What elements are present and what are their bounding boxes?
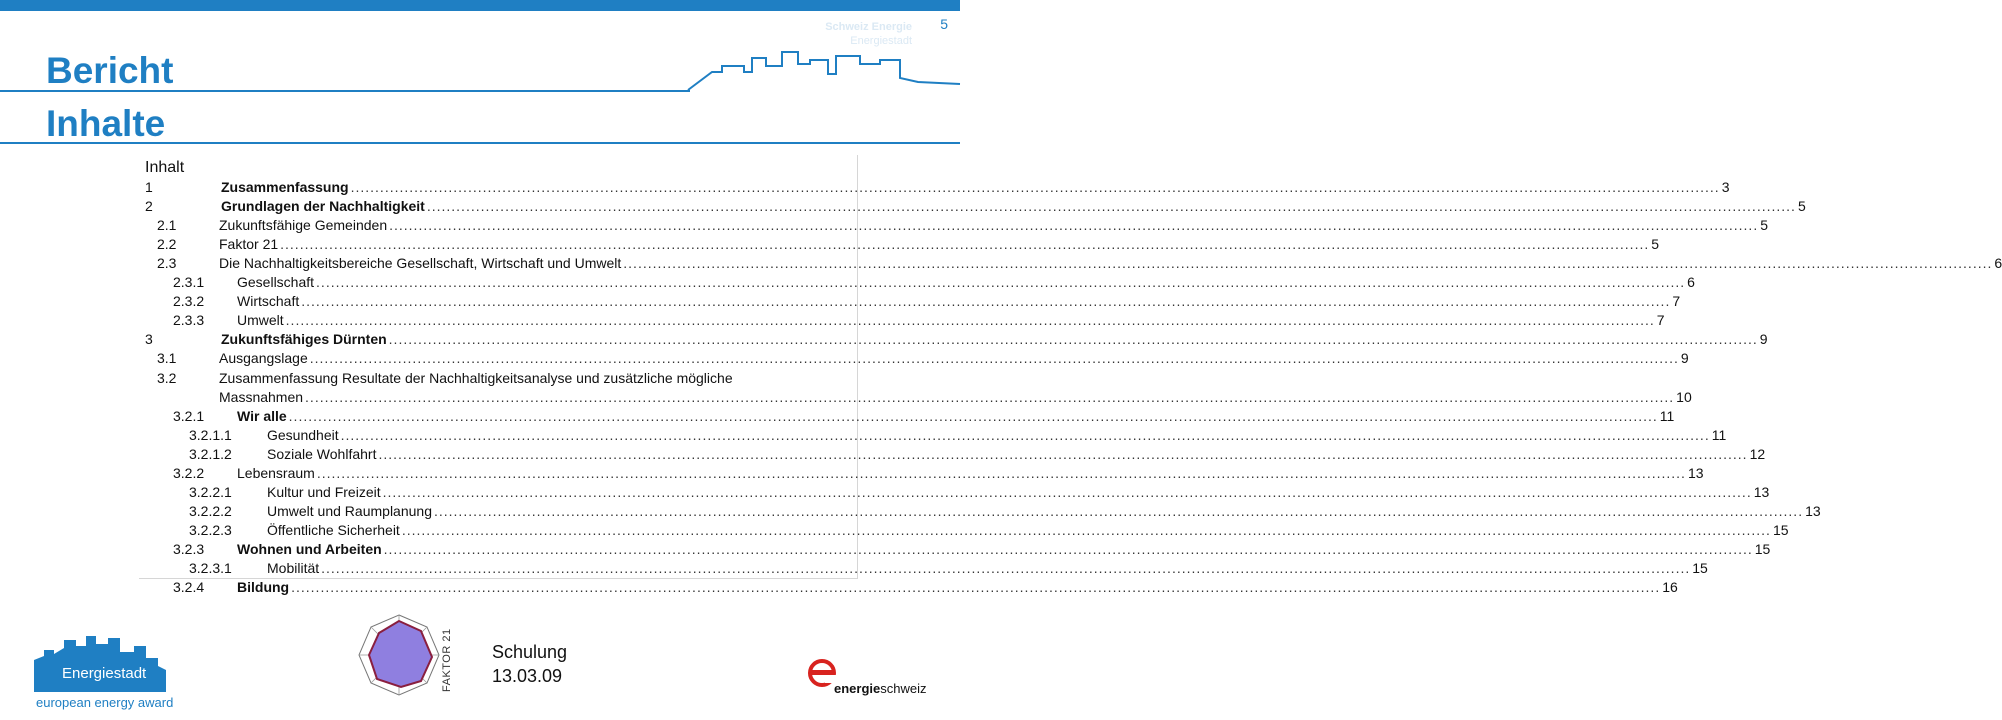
toc-entry-title: Zusammenfassung Resultate der Nachhaltigkeitsanalyse und zusätzliche mögliche — [219, 369, 733, 386]
toc-leader-dots — [291, 578, 1660, 596]
toc-entry-number: 3 — [145, 331, 153, 348]
toc-entry-title: Zusammenfassung — [221, 179, 349, 195]
toc-entry — [139, 254, 2002, 274]
toc-entry — [139, 178, 1730, 198]
toc-leader-dots — [389, 330, 1758, 348]
toc-entry-number: 3.2.1.1 — [189, 426, 232, 443]
toc-entry-page: 16 — [1662, 579, 1678, 596]
toc-entry-number: 3.2.4 — [173, 579, 205, 596]
toc-leader-dots — [310, 349, 1679, 367]
energiestadt-label: Energiestadt — [62, 665, 147, 682]
toc-leader-dots — [286, 311, 1655, 329]
toc-entry-number: 2.2 — [157, 236, 177, 253]
page-title: Bericht — [46, 50, 174, 91]
toc-entry — [139, 369, 857, 389]
toc-entry-title: Öffentliche Sicherheit — [267, 521, 400, 538]
toc-entry — [139, 349, 1689, 369]
toc-entry-page: 15 — [1754, 540, 1771, 557]
toc-entry-line — [221, 178, 1730, 196]
toc-entry — [139, 578, 1678, 598]
toc-entry-number: 3.2.1.2 — [189, 445, 232, 462]
toc-entry — [139, 502, 1821, 522]
toc-entry-line — [237, 578, 1678, 596]
toc-entry-page: 13 — [1805, 502, 1821, 519]
toc-entry-number: 3.1 — [157, 350, 177, 367]
page-subtitle: Inhalte — [46, 103, 166, 144]
toc-entry-page: 6 — [1687, 274, 1695, 291]
toc-entry-line — [267, 426, 1727, 444]
training-date-block — [492, 640, 567, 688]
award-text: european energy award — [36, 695, 174, 710]
toc-entry-number: 3.2.2.3 — [189, 521, 232, 538]
toc-entry-page: 11 — [1711, 426, 1727, 443]
toc-entry-title: Zukunftsfähiges Dürnten — [221, 331, 387, 348]
toc-entry — [139, 273, 1695, 293]
toc-entry-number: 3.2.2.1 — [189, 483, 232, 500]
energiestadt-logo — [30, 630, 170, 694]
toc-entry — [139, 197, 1806, 217]
toc-entry-line — [221, 330, 1768, 348]
toc-entry-line — [219, 349, 1689, 367]
slide-number: 5 — [940, 16, 948, 32]
toc-leader-dots — [305, 388, 1674, 406]
faktor-21-label: FAKTOR 21 — [441, 628, 453, 692]
training-label: Schulung — [492, 642, 568, 662]
toc-entry-page: 5 — [1797, 198, 1806, 215]
toc-entry-line — [219, 254, 2002, 272]
toc-entry-title: Lebensraum — [237, 464, 315, 481]
toc-entry — [139, 388, 1692, 408]
toc-entry-number: 3.2.2 — [173, 464, 205, 481]
toc-entry — [139, 445, 1766, 465]
toc-entry-page: 10 — [1676, 388, 1692, 405]
toc-entry-number: 2.3.1 — [173, 274, 205, 291]
toc-entry-number: 1 — [145, 179, 153, 195]
toc-entry-page: 15 — [1772, 521, 1789, 538]
toc-entry-number: 3.2.3 — [173, 540, 205, 557]
toc-entry-number: 2.1 — [157, 217, 177, 234]
toc-entry-number: 3.2.2.2 — [189, 502, 232, 519]
toc-entry-line — [237, 273, 1695, 291]
toc-entry-page: 6 — [1994, 255, 2002, 272]
toc-entry-line — [267, 445, 1766, 463]
toc-entry-number: 2.3.3 — [173, 312, 205, 329]
toc-leader-dots — [351, 178, 1720, 196]
toc-entry — [139, 330, 1768, 350]
toc-entry-page: 13 — [1753, 483, 1770, 500]
brand-line-2: Energiestadt — [850, 35, 912, 47]
toc-entry-title: Wir alle — [237, 407, 287, 424]
toc-leader-dots — [402, 521, 1771, 539]
toc-leader-dots — [317, 464, 1686, 482]
toc-entry — [139, 216, 1769, 236]
toc-entry-title: Die Nachhaltigkeitsbereiche Gesellschaft, Wirtschaft und Umwelt — [219, 255, 622, 272]
toc-leader-dots — [316, 273, 1685, 291]
toc-entry-title: Kultur und Freizeit — [267, 483, 381, 500]
toc-leader-dots — [383, 483, 1752, 501]
toc-leader-dots — [389, 216, 1758, 234]
toc-entry-line — [237, 292, 1681, 310]
toc-entry-line — [219, 388, 1692, 406]
toc-entry — [139, 464, 1704, 484]
toc-entry-title: Umwelt — [237, 312, 284, 329]
toc-leader-dots — [280, 235, 1649, 253]
toc-entry — [139, 235, 1660, 255]
toc-entry-line — [237, 311, 1665, 329]
toc-entry-title: Bildung — [237, 579, 290, 596]
toc-heading: Inhalt — [145, 159, 185, 176]
toc-leader-dots — [427, 197, 1796, 215]
toc-entry-title: Umwelt und Raumplanung — [267, 502, 432, 519]
toc-entry-number: 2.3 — [157, 255, 177, 272]
radar-chart-icon — [357, 605, 441, 705]
toc-entry-line — [237, 464, 1704, 482]
toc-entry — [139, 540, 1771, 560]
toc-entry-page: 9 — [1759, 331, 1768, 348]
toc-entry-line — [219, 369, 817, 387]
toc-entry — [139, 407, 1675, 427]
toc-entry-page: 3 — [1721, 179, 1730, 195]
toc-entry-number: 3.2 — [157, 369, 177, 386]
toc-entry-page: 9 — [1680, 350, 1689, 367]
toc-entry-page: 13 — [1687, 464, 1704, 481]
toc-entry-page: 7 — [1656, 312, 1665, 329]
toc-entry-line — [219, 216, 1769, 234]
toc-leader-dots — [321, 559, 1690, 577]
toc-entry-page: 5 — [1651, 236, 1660, 253]
toc-entry-title: Wirtschaft — [237, 293, 300, 310]
toc-document-image — [139, 155, 2002, 596]
toc-entry — [139, 559, 1708, 579]
training-date: 13.03.09 — [492, 666, 563, 686]
toc-entry-line — [221, 197, 1806, 215]
toc-entry-line — [267, 559, 1708, 577]
toc-entry-line — [267, 521, 1789, 539]
toc-entry-page: 7 — [1672, 293, 1681, 310]
toc-entry — [139, 483, 1770, 503]
toc-entry-line — [237, 540, 1771, 558]
toc-entry-title: Massnahmen — [219, 388, 304, 405]
toc-leader-dots — [434, 502, 1803, 520]
toc-entry — [139, 311, 1665, 331]
toc-entry-title: Zukunftsfähige Gemeinden — [219, 217, 388, 234]
toc-entry-line — [267, 483, 1770, 501]
toc-entry-number: 3.2.3.1 — [189, 560, 232, 576]
toc-leader-dots — [341, 426, 1710, 444]
toc-leader-dots — [301, 292, 1670, 310]
toc-entry — [139, 292, 1681, 312]
toc-entry-page: 11 — [1659, 407, 1675, 424]
toc-entry-title: Gesellschaft — [237, 274, 315, 291]
toc-leader-dots — [289, 407, 1658, 425]
toc-leader-dots — [623, 254, 1992, 272]
toc-entry-number: 2.3.2 — [173, 293, 205, 310]
toc-entry-title: Mobilität — [267, 560, 320, 576]
toc-entry-line — [219, 235, 1660, 253]
toc-entry-title: Ausgangslage — [219, 350, 308, 367]
toc-entry-page: 5 — [1760, 217, 1769, 234]
toc-entry-title: Grundlagen der Nachhaltigkeit — [221, 198, 425, 215]
toc-entry-title: Soziale Wohlfahrt — [267, 445, 377, 462]
toc-entry — [139, 426, 1727, 446]
brand-line-1: Schweiz Energie — [825, 21, 912, 33]
toc-entry-line — [237, 407, 1675, 425]
toc-entry-title: Faktor 21 — [219, 236, 279, 253]
toc-entry-number: 3.2.1 — [173, 407, 205, 424]
energie-schweiz-wordmark — [834, 681, 927, 696]
toc-entry-title: Wohnen und Arbeiten — [237, 540, 382, 557]
toc-entry-page: 12 — [1749, 445, 1766, 462]
es-brand-rest: schweiz — [880, 681, 927, 696]
toc-entry — [139, 521, 1789, 541]
toc-leader-dots — [384, 540, 1753, 558]
toc-leader-dots — [378, 445, 1747, 463]
toc-entry-page: 15 — [1692, 560, 1708, 576]
toc-entry-title: Gesundheit — [267, 426, 339, 443]
toc-entry-number: 2 — [145, 198, 153, 215]
es-brand-bold: energie — [834, 681, 881, 696]
toc-entry-line — [267, 502, 1821, 520]
